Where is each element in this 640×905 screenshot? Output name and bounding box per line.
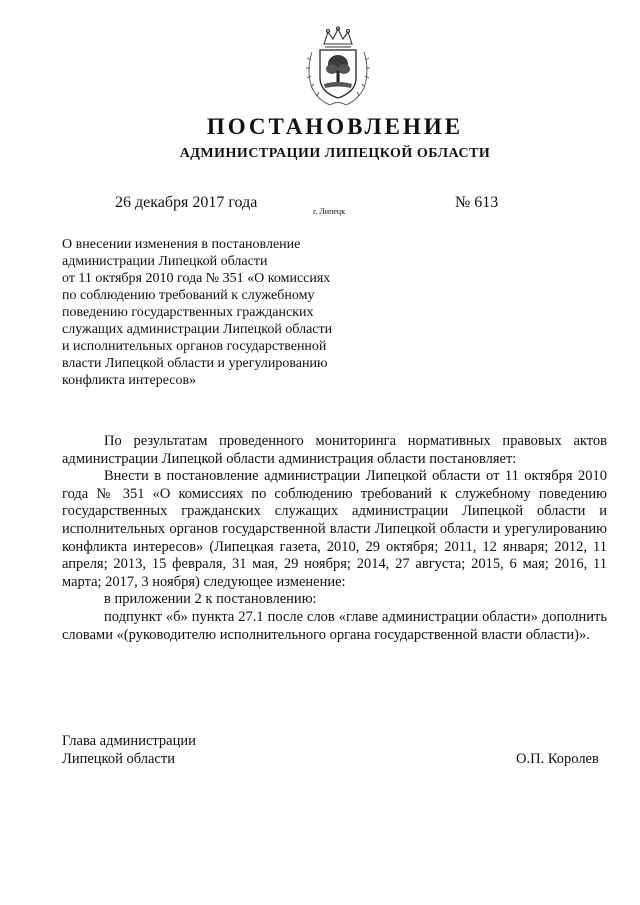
document-subtitle: АДМИНИСТРАЦИИ ЛИПЕЦКОЙ ОБЛАСТИ <box>179 146 491 161</box>
subject-line: конфликта интересов» <box>62 373 197 388</box>
document-city: г. Липецк <box>313 207 346 216</box>
subject-line: поведению государственных гражданских <box>62 305 314 320</box>
subject-line: служащих администрации Липецкой области <box>62 322 333 337</box>
signature-position-line: Липецкой области <box>62 750 175 767</box>
body-paragraph: Внести в постановление администрации Липецкой области от 11 октября 2010 года № 351 «О комиссиях по соблюдению требований к служебному поведению государственных гражданских служащих администрации Липецкой области и исполнительных органов государственной власти Липецкой области и урегулированию конфликта интересов» (Липецкая газета, 2010, 29 октября; 2011, 12 января; 2012, 11 апреля; 2013, 15 февраля, 31 мая, 29 ноября; 2014, 27 августа; 2015, 6 мая; 2016, 11 марта; 2017, 3 ноября) следующее изменение: <box>62 468 607 590</box>
subject-line: от 11 октября 2010 года № 351 «О комиссиях <box>62 271 331 286</box>
subject-line: О внесении изменения в постановление <box>62 237 301 252</box>
body-paragraph: в приложении 2 к постановлению: <box>104 591 317 608</box>
document-subject <box>62 236 382 389</box>
subject-line: администрации Липецкой области <box>62 254 268 269</box>
lipetsk-coat-of-arms-icon <box>304 26 372 108</box>
signature-name: О.П. Королев <box>516 751 599 767</box>
subject-line: и исполнительных органов государственной <box>62 339 327 354</box>
document-body <box>62 433 607 644</box>
subject-line: по соблюдению требований к служебному <box>62 288 315 303</box>
document-title: ПОСТАНОВЛЕНИЕ <box>206 114 464 139</box>
document-number: № 613 <box>455 194 499 211</box>
signature-position-line: Глава администрации <box>62 733 196 749</box>
body-paragraph: подпункт «б» пункта 27.1 после слов «главе администрации области» дополнить словами «(руководителю исполнительного органа государственной власти области)». <box>62 608 607 643</box>
body-paragraph: По результатам проведенного мониторинга нормативных правовых актов администрации Липецкой области администрация области постановляет: <box>62 433 607 467</box>
signature-position <box>62 733 196 768</box>
subject-line: власти Липецкой области и урегулированию <box>62 356 328 371</box>
document-date: 26 декабря 2017 года <box>115 194 258 211</box>
